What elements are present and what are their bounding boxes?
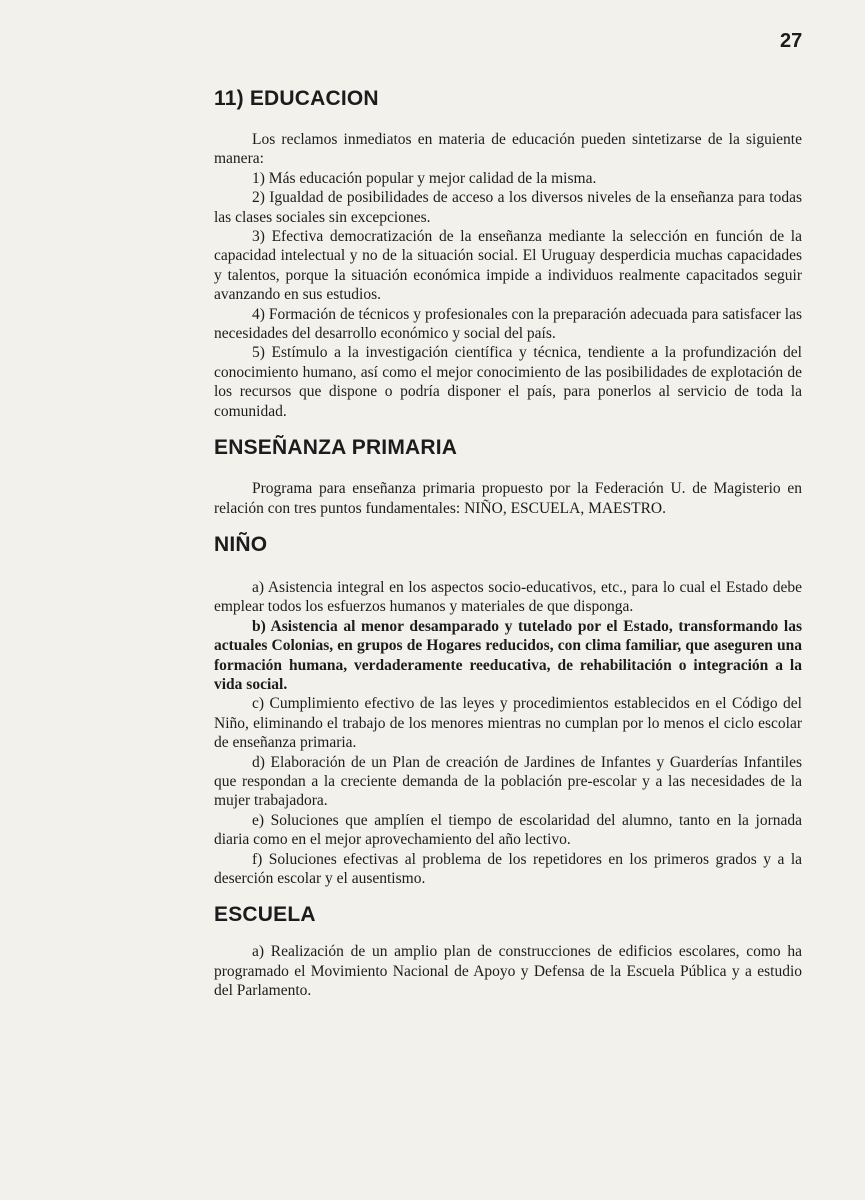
primaria-intro: Programa para enseñanza primaria propuesto por la Federación U. de Magisterio en relación con tres puntos fundamentales: NIÑO, ESCUELA, MAESTRO.: [214, 480, 802, 517]
educacion-intro: Los reclamos inmediatos en materia de educación pueden sintetizarse de la siguiente manera:: [214, 131, 802, 168]
educacion-item: 4) Formación de técnicos y profesionales con la preparación adecuada para satisfacer las necesidades del desarrollo económico y social del país.: [214, 305, 802, 343]
nino-item: f) Soluciones efectivas al problema de los repetidores en los primeros grados y a la deserción escolar y el ausentismo.: [214, 850, 802, 887]
page-number: 27: [780, 30, 803, 52]
nino-item: d) Elaboración de un Plan de creación de Jardines de Infantes y Guarderías Infantiles que respondan a la creciente demanda de la población pre-escolar y a las necesidades de la mujer trabajadora.: [214, 753, 802, 810]
educacion-item: 1) Más educación popular y mejor calidad de la misma.: [252, 169, 597, 187]
nino-item: c) Cumplimiento efectivo de las leyes y procedimientos establecidos en el Código del Niño, eliminando el trabajo de los menores mientras no cumplan por lo menos el ciclo escolar de enseñanza primaria.: [214, 695, 802, 752]
heading-escuela: ESCUELA: [214, 903, 316, 927]
educacion-item: 3) Efectiva democratización de la enseñanza mediante la selección en función de la capacidad intelectual y no de la situación social. El Uruguay desperdicia muchas capacidades y talentos, porque la situación económica impide a individuos realmente capacitados seguir avanzando en sus estudios.: [214, 228, 802, 304]
nino-item: a) Asistencia integral en los aspectos socio-educativos, etc., para lo cual el Estado debe emplear todos los esfuerzos humanos y materiales de que disponga.: [214, 578, 802, 616]
heading-ensenanza-primaria: ENSEÑANZA PRIMARIA: [214, 436, 458, 460]
heading-nino: NIÑO: [214, 532, 268, 556]
nino-item: b) Asistencia al menor desamparado y tutelado por el Estado, transformando las actuales Colonias, en grupos de Hogares reducidos, con clima familiar, que aseguren una formación humana, verdaderamente reeducativa, de rehabilitación o integración a la vida social.: [214, 617, 802, 693]
escuela-item: a) Realización de un amplio plan de construcciones de edificios escolares, como ha programado el Movimiento Nacional de Apoyo y Defensa de la Escuela Pública y a estudio del Parlamento.: [214, 943, 802, 1000]
page-content: [214, 86, 802, 1001]
educacion-item: 2) Igualdad de posibilidades de acceso a los diversos niveles de la enseñanza para todas las clases sociales sin excepciones.: [214, 189, 802, 226]
nino-item: e) Soluciones que amplíen el tiempo de escolaridad del alumno, tanto en la jornada diaria como en el mejor aprovechamiento del año lectivo.: [214, 811, 802, 849]
educacion-item: 5) Estímulo a la investigación científica y técnica, tendiente a la profundización del conocimiento humano, así como el mejor conocimiento de las posibilidades de explotación de los recursos que dispone o podría disponer el país, para ponerlos al servicio de toda la comunidad.: [214, 344, 802, 420]
heading-educacion: 11) EDUCACION: [214, 87, 379, 110]
